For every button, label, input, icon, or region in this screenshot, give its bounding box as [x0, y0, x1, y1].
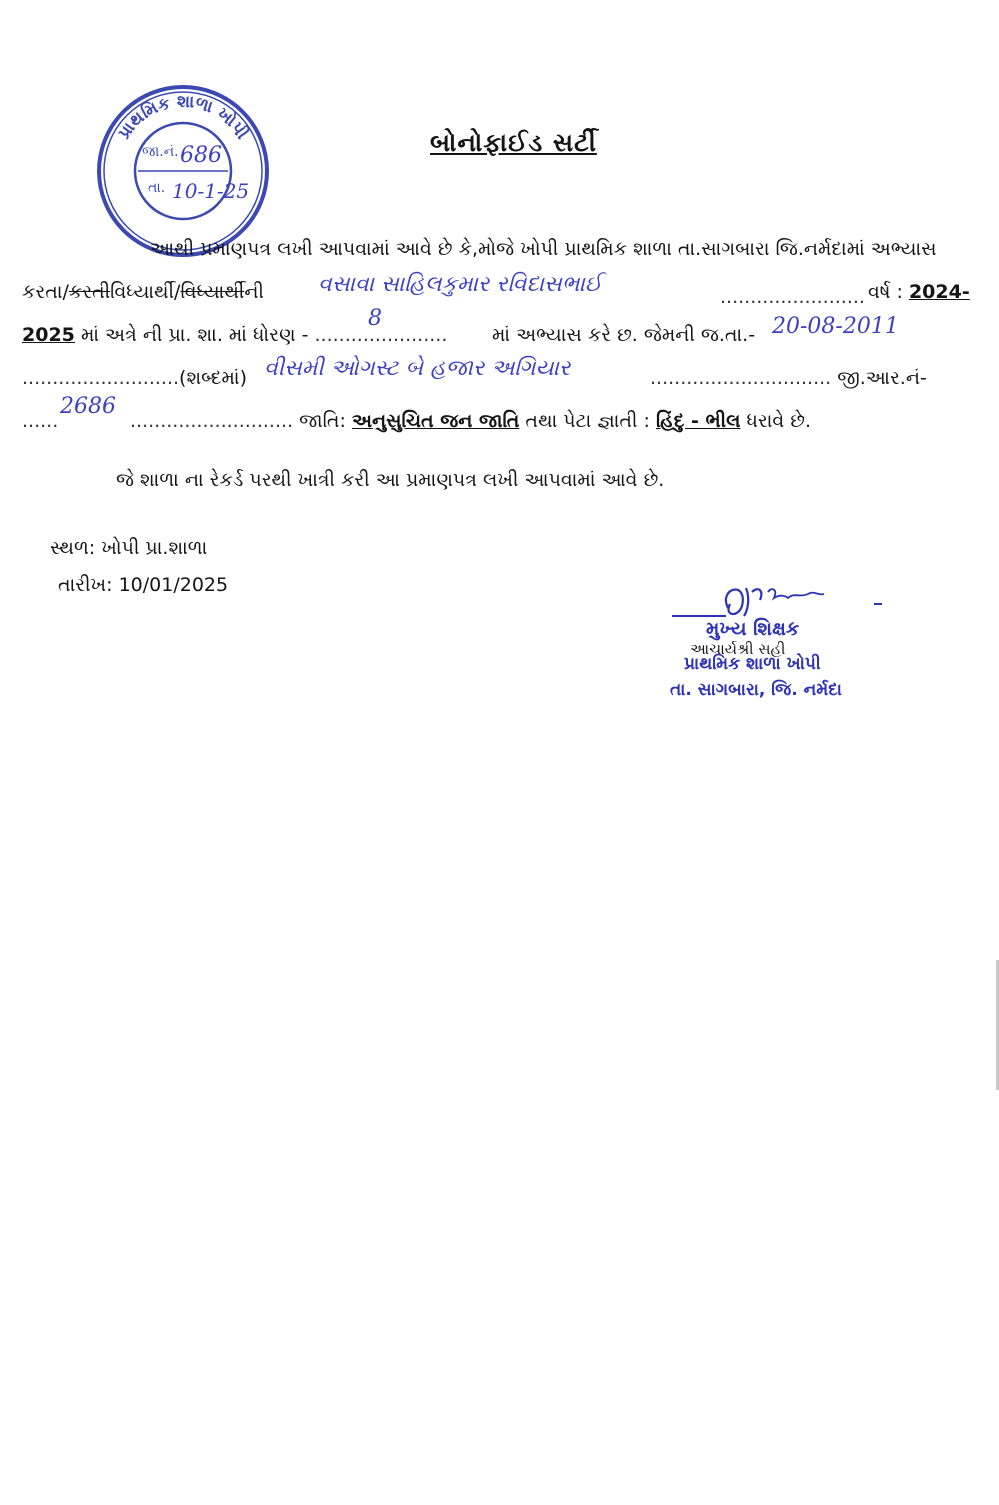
place-value: ખોપી પ્રા.શાળા: [101, 537, 208, 559]
handwritten-student-name: વસાવા સાહિલકુમાર રવિદાસભાઈ: [318, 272, 602, 297]
line2-struck-vidyarthini: વિધ્યાર્થી: [180, 281, 245, 303]
signature-stamp-line3: તા. સાગબારા, જિ. નર્મદા: [670, 680, 842, 700]
year-end: 2025: [22, 324, 75, 346]
date-label: તારીખ:: [58, 574, 113, 596]
para1-line3: [22, 324, 447, 346]
place-line: [50, 537, 207, 559]
page-title: બોનોફાઈડ સર્ટી: [430, 128, 597, 157]
svg-text:10-1-25: 10-1-25: [172, 179, 250, 203]
line2-year: [868, 281, 970, 303]
verification-paragraph: જે શાળા ના રેકર્ડ પરથી ખાત્રી કરી આ પ્રમાણપત્ર લખી આપવામાં આવે છે.: [116, 469, 665, 491]
handwritten-gr-number: 2686: [60, 394, 116, 419]
signature-stamp-line2: પ્રાથમિક શાળા ખોપી: [684, 654, 821, 674]
signature-stamp-line1: મુખ્ય શિક્ષક: [706, 618, 800, 640]
school-round-stamp: [92, 80, 274, 262]
line5-dots2: ...........................: [130, 410, 294, 432]
line2-struck-female: કરતી: [68, 281, 111, 303]
line4-dots2: ..............................: [650, 367, 832, 389]
line5-text2: તથા પેટા જ્ઞાતી :: [525, 410, 650, 432]
year-label: વર્ષ :: [868, 281, 903, 303]
line4-dots1: ..........................: [22, 367, 180, 389]
para1-line4: [22, 367, 247, 389]
para1-line5: [130, 410, 811, 432]
caste-value: અનુસુચિત જન જાતિ: [351, 410, 520, 432]
line5-dots1: ......: [22, 410, 59, 432]
principal-signature-label: આચાર્યશ્રી સહી: [690, 640, 786, 658]
handwritten-dob: 20-08-2011: [772, 314, 899, 339]
line3-text1: માં અત્રે ની પ્રા. શા. માં ધોરણ -: [80, 324, 309, 346]
line2-suffix: ની: [244, 281, 264, 303]
svg-text:686: 686: [180, 143, 222, 168]
subcaste-value: હિંદુ - ભીલ: [655, 410, 741, 432]
handwritten-dob-words: વીસમી ઓગસ્ટ બે હજાર અગિયાર: [264, 356, 571, 381]
place-label: સ્થળ:: [50, 537, 96, 559]
date-line: [58, 574, 228, 596]
svg-text:જા.નં.: જા.નં.: [142, 144, 179, 160]
line2-vidyarthi: વિધ્યાર્થી/: [110, 281, 181, 303]
line5-text1: જાતિ:: [299, 410, 346, 432]
line4-right: [650, 367, 927, 389]
line4-text1: (શબ્દમાં): [179, 367, 247, 389]
line2-prefix: કરતા/: [22, 281, 69, 303]
date-value: 10/01/2025: [118, 574, 229, 596]
line2-dots: ........................: [720, 286, 865, 308]
para1-line1: આથી પ્રમાણપત્ર લખી આપવામાં આવે છે કે,મોજે ખોપી પ્રાથમિક શાળા તા.સાગબારા જિ.નર્મદામાં અભ્યાસ: [150, 238, 937, 260]
line5-text3: ધરાવે છે.: [746, 410, 812, 432]
handwritten-standard: 8: [368, 306, 382, 331]
svg-text:તા.: તા.: [148, 180, 166, 196]
line4-text2: જી.આર.નં-: [837, 367, 927, 389]
svg-text:પ્રાથમિક શાળા ખોપી: પ્રાથમિક શાળા ખોપી: [114, 91, 252, 144]
line3-text2: માં અભ્યાસ કરે છ. જેમની જ.તા.-: [492, 324, 756, 346]
year-start: 2024-: [908, 281, 970, 303]
line3-dots1: ......................: [314, 324, 448, 346]
